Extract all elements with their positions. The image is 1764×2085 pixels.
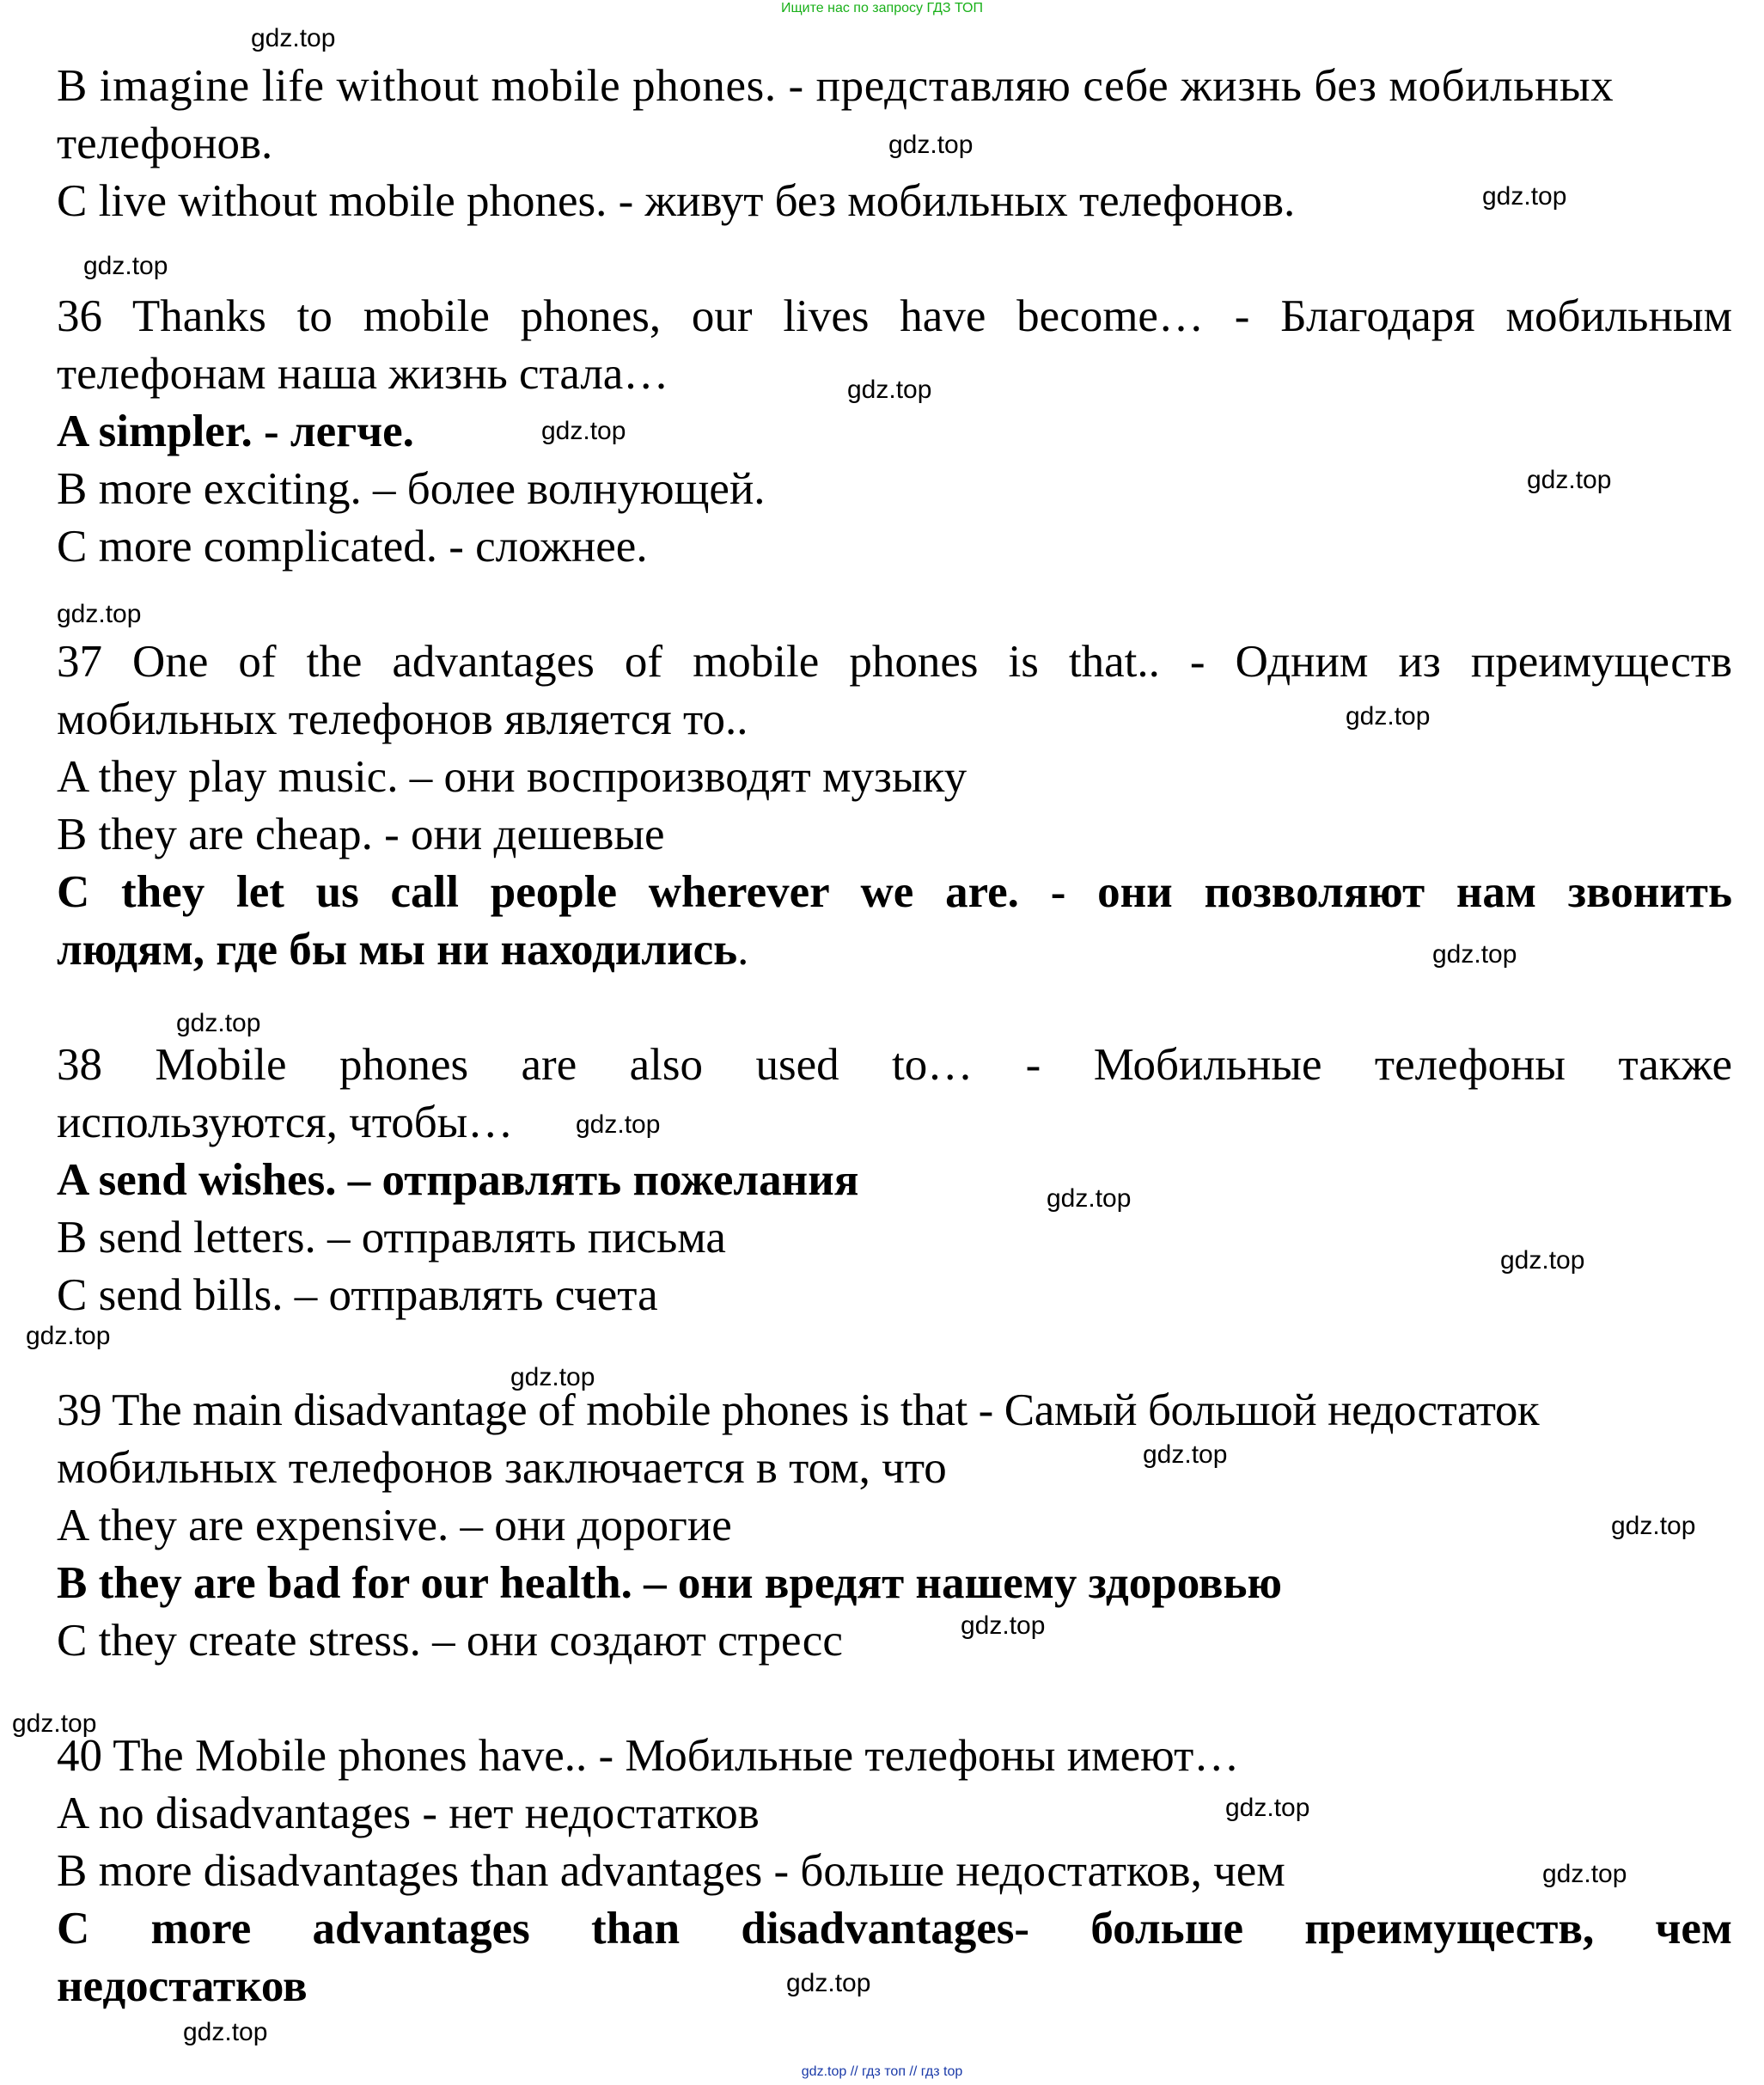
- watermark: gdz.top: [1527, 466, 1612, 494]
- q39-question-line2: мобильных телефонов заключается в том, что: [57, 1443, 947, 1493]
- spacer: [57, 1324, 1732, 1382]
- document-body: [57, 58, 1732, 2015]
- q37-question-line1: 37 One of the advantages of mobile phones is that.. - Одним из преимуществ: [57, 637, 1732, 687]
- q39-question-line1: 39 The main disadvantage of mobile phones is that - Самый большой недостаток: [57, 1385, 1540, 1435]
- spacer: [57, 1670, 1732, 1727]
- q36-option-b: B more exciting. – более волнующей.: [57, 464, 766, 514]
- watermark: gdz.top: [961, 1611, 1046, 1640]
- q37-option-c-end: .: [737, 925, 749, 975]
- bottom-banner-text: gdz.top // гдз топ // гдз top: [801, 2064, 963, 2079]
- watermark: gdz.top: [576, 1110, 661, 1139]
- q39-option-b: B they are bad for our health. – они вредят нашему здоровью: [57, 1558, 1283, 1608]
- q37-option-c-line2: людям, где бы мы ни находились: [57, 925, 738, 975]
- spacer: [57, 979, 1732, 1036]
- q39-option-a: A they are expensive. – они дорогие: [57, 1501, 732, 1550]
- watermark: gdz.top: [1143, 1440, 1228, 1469]
- q37-option-c-line1: C they let us call people wherever we are. - они позволяют нам звонить: [57, 867, 1732, 917]
- q35-option-b-cont: телефонов.: [57, 119, 273, 168]
- watermark: gdz.top: [176, 1009, 261, 1037]
- watermark: gdz.top: [1482, 182, 1567, 211]
- watermark: gdz.top: [57, 600, 142, 628]
- q38-option-a: A send wishes. – отправлять пожелания: [57, 1155, 859, 1205]
- watermark: gdz.top: [1500, 1246, 1585, 1275]
- watermark: gdz.top: [786, 1969, 871, 1997]
- top-banner-text: Ищите нас по запросу ГДЗ ТОП: [781, 1, 983, 15]
- q39-option-c: C they create stress. – они создают стресс: [57, 1616, 843, 1666]
- watermark: gdz.top: [510, 1363, 595, 1391]
- spacer: [57, 576, 1732, 633]
- watermark: gdz.top: [847, 376, 932, 404]
- watermark: gdz.top: [26, 1322, 111, 1350]
- spacer: [57, 230, 1732, 288]
- q37-option-a: A they play music. – они воспроизводят музыку: [57, 752, 967, 802]
- watermark: gdz.top: [83, 252, 168, 280]
- watermark: gdz.top: [1542, 1860, 1627, 1888]
- watermark: gdz.top: [12, 1709, 97, 1738]
- q35-option-b: B imagine life without mobile phones. - представляю себе жизнь без мобильных: [57, 61, 1614, 111]
- watermark: gdz.top: [1346, 702, 1431, 731]
- q38-question-line2: используются, чтобы…: [57, 1098, 514, 1147]
- watermark: gdz.top: [541, 417, 626, 445]
- watermark: gdz.top: [1047, 1184, 1132, 1213]
- q40-option-b: B more disadvantages than advantages - больше недостатков, чем: [57, 1846, 1285, 1896]
- q36-question-line1: 36 Thanks to mobile phones, our lives have become… - Благодаря мобильным: [57, 291, 1732, 341]
- q37-option-b: B they are cheap. - они дешевые: [57, 810, 665, 859]
- q36-option-c: C more complicated. - сложнее.: [57, 522, 648, 572]
- q40-option-c-line1: C more advantages than disadvantages- больше преимуществ, чем: [57, 1904, 1732, 1954]
- top-banner: [0, 0, 1764, 17]
- bottom-banner: [0, 2063, 1764, 2082]
- q37-question-line2: мобильных телефонов является то..: [57, 694, 748, 744]
- q40-question: 40 The Mobile phones have.. - Мобильные телефоны имеют…: [57, 1731, 1240, 1781]
- q38-question-line1: 38 Mobile phones are also used to… - Мобильные телефоны также: [57, 1040, 1732, 1090]
- watermark: gdz.top: [1225, 1794, 1310, 1822]
- q36-option-a: A simpler. - легче.: [57, 407, 414, 456]
- q35-option-c: C live without mobile phones. - живут без мобильных телефонов.: [57, 176, 1296, 226]
- q40-option-c-line2: недостатков: [57, 1961, 308, 2011]
- q38-option-b: B send letters. – отправлять письма: [57, 1213, 726, 1263]
- q38-option-c: C send bills. – отправлять счета: [57, 1270, 658, 1320]
- watermark: gdz.top: [1432, 940, 1517, 969]
- watermark: gdz.top: [888, 131, 974, 159]
- q40-option-a: A no disadvantages - нет недостатков: [57, 1788, 760, 1838]
- watermark: gdz.top: [251, 24, 336, 52]
- watermark: gdz.top: [1611, 1512, 1696, 1540]
- watermark: gdz.top: [183, 2018, 268, 2046]
- q36-question-line2: телефонам наша жизнь стала…: [57, 349, 669, 399]
